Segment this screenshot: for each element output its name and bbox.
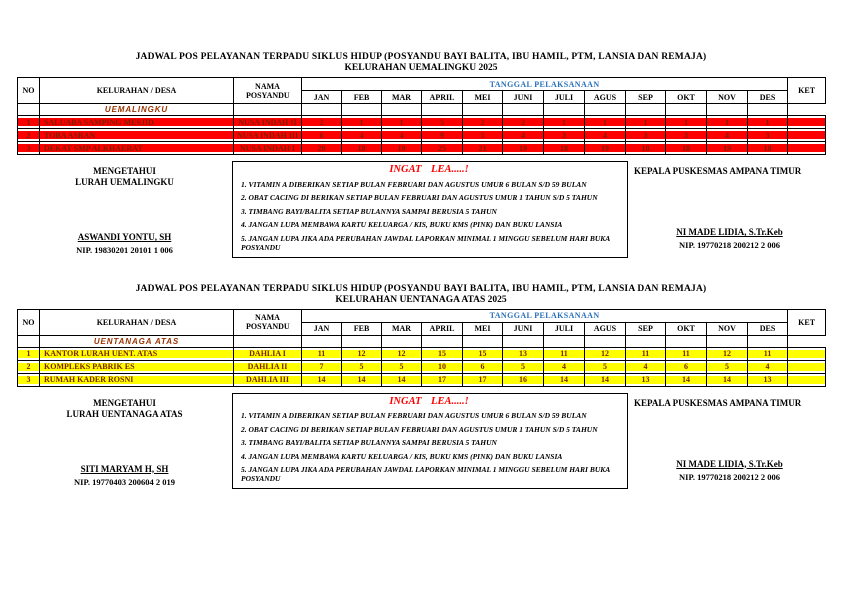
date-cell: 11 xyxy=(666,347,707,360)
col-header-tanggal-pelaksanaan: TANGGAL PELAKSANAAN xyxy=(302,309,788,322)
group-row xyxy=(18,335,826,347)
col-header-tanggal-pelaksanaan: TANGGAL PELAKSANAAN xyxy=(302,78,788,91)
date-cell: 6 xyxy=(302,129,342,142)
mengetahui-label: MENGETAHUI xyxy=(93,397,156,408)
date-cell: 4 xyxy=(382,129,422,142)
month-header: OKT xyxy=(666,322,707,335)
date-cell: 11 xyxy=(748,347,788,360)
official-nip: NIP. 19770403 200604 2 019 xyxy=(74,476,175,487)
date-cell: 3 xyxy=(626,129,666,142)
table-row xyxy=(18,129,826,142)
mengetahui-label: MENGETAHUI xyxy=(93,166,156,176)
month-header: MAR xyxy=(382,322,422,335)
date-cell: 12 xyxy=(707,347,748,360)
date-cell: 18 xyxy=(748,142,788,155)
month-header: JAN xyxy=(302,91,342,104)
row-number-cell: 2 xyxy=(18,129,40,142)
month-header: FEB xyxy=(342,322,382,335)
section-uentanaga-atas xyxy=(0,284,842,490)
date-cell: 3 xyxy=(748,129,788,142)
date-cell: 13 xyxy=(503,347,544,360)
col-header-no: NO xyxy=(18,78,40,104)
reminder-item: 3. TIMBANG BAYI/BALITA SETIAP BULANNYA SAMPAI BERUSIA 5 TAHUN xyxy=(241,206,497,216)
ket-cell xyxy=(788,129,826,142)
date-cell: 4 xyxy=(626,360,666,373)
date-cell: 6 xyxy=(666,360,707,373)
col-header-ket: KET xyxy=(788,309,826,335)
posyandu-cell: NUSA INDAH I xyxy=(234,142,302,155)
date-cell: 4 xyxy=(342,129,382,142)
official-name: ASWANDI YONTU, SH xyxy=(77,232,172,242)
table-row xyxy=(18,360,826,373)
date-cell: 18 xyxy=(626,142,666,155)
date-cell: 11 xyxy=(302,347,342,360)
date-cell: 19 xyxy=(585,142,626,155)
group-row xyxy=(18,104,826,116)
table-row xyxy=(18,116,826,129)
posyandu-cell: DAHLIA I xyxy=(234,347,302,360)
date-cell: 2 xyxy=(463,116,503,129)
month-header: AGUS xyxy=(585,91,626,104)
month-header: APRIL xyxy=(422,91,463,104)
date-cell: 3 xyxy=(544,129,585,142)
date-cell: 12 xyxy=(382,347,422,360)
lurah-label: LURAH UENTANAGA ATAS xyxy=(66,408,183,419)
location-cell: KOMPLEKS PABRIK ES xyxy=(40,360,234,373)
date-cell: 5 xyxy=(342,360,382,373)
reminder-box xyxy=(232,161,628,258)
date-cell: 10 xyxy=(422,360,463,373)
date-cell: 4 xyxy=(707,129,748,142)
month-header: NOV xyxy=(707,322,748,335)
table-row xyxy=(18,347,826,360)
date-cell: 2 xyxy=(302,116,342,129)
reminder-item: 4. JANGAN LUPA MEMBAWA KARTU KELUARGA / KIS, BUKU KMS (PINK) DAN BUKU LANSIA xyxy=(241,220,563,229)
month-header: JAN xyxy=(302,322,342,335)
signature-block xyxy=(17,161,825,258)
date-cell: 1 xyxy=(707,116,748,129)
date-cell: 4 xyxy=(544,360,585,373)
date-cell: 2 xyxy=(503,116,544,129)
section-uemalingku xyxy=(0,52,842,258)
date-cell: 3 xyxy=(666,129,707,142)
date-cell: 13 xyxy=(748,373,788,386)
doc-subtitle: KELURAHAN UEMALINGKU 2025 xyxy=(344,63,498,73)
date-cell: 1 xyxy=(544,116,585,129)
month-header: MAR xyxy=(382,91,422,104)
date-cell: 14 xyxy=(585,373,626,386)
official-nip: NIP. 19770218 200212 2 006 xyxy=(679,471,780,482)
month-header: JULI xyxy=(544,322,585,335)
date-cell: 14 xyxy=(666,373,707,386)
date-cell: 16 xyxy=(503,373,544,386)
reminder-title: INGAT LEA.....! xyxy=(389,164,469,175)
date-cell: 14 xyxy=(382,373,422,386)
date-cell: 14 xyxy=(302,373,342,386)
official-name: SITI MARYAM H, SH xyxy=(80,463,169,474)
location-cell: DEKAT SMP ALKHAERAT xyxy=(40,142,234,155)
month-header: FEB xyxy=(342,91,382,104)
date-cell: 20 xyxy=(302,142,342,155)
date-cell: 5 xyxy=(422,116,463,129)
schedule-table-uemalingku xyxy=(17,77,826,155)
date-cell: 15 xyxy=(463,347,503,360)
row-number-cell: 3 xyxy=(18,142,40,155)
table-row xyxy=(18,142,826,155)
location-cell: KANTOR LURAH UENT. ATAS xyxy=(40,347,234,360)
col-header-kelurahan: KELURAHAN / DESA xyxy=(40,78,234,104)
posyandu-cell: DAHLIA II xyxy=(234,360,302,373)
date-cell: 1 xyxy=(748,116,788,129)
reminder-item: 1. VITAMIN A DIBERIKAN SETIAP BULAN FEBRUARI DAN AGUSTUS UMUR 6 BULAN S/D 59 BULAN xyxy=(241,179,587,189)
sign-left xyxy=(17,393,232,488)
reminder-box xyxy=(232,393,628,490)
reminder-item: 2. OBAT CACING DI BERIKAN SETIAP BULAN FEBRUARI DAN AGUSTUS UMUR 1 TAHUN S/D 5 TAHUN xyxy=(241,424,598,434)
date-cell: 14 xyxy=(342,373,382,386)
date-cell: 19 xyxy=(707,142,748,155)
col-header-kelurahan: KELURAHAN / DESA xyxy=(40,309,234,335)
group-label: UENTANAGA ATAS xyxy=(40,335,234,347)
month-header: SEP xyxy=(626,91,666,104)
doc-subtitle: KELURAHAN UENTANAGA ATAS 2025 xyxy=(335,294,507,305)
month-header: SEP xyxy=(626,322,666,335)
reminder-title: INGAT LEA.....! xyxy=(389,395,469,407)
sign-left xyxy=(17,161,232,256)
row-number-cell: 3 xyxy=(18,373,40,386)
location-cell: SALUABA SAMPING MESJID xyxy=(40,116,234,129)
date-cell: 5 xyxy=(382,360,422,373)
doc-title: JADWAL POS PELAYANAN TERPADU SIKLUS HIDUP (POSYANDU BAYI BALITA, IBU HAMIL, PTM, LANSIA DAN REMAJA) xyxy=(135,52,707,62)
location-cell: RUMAH KADER ROSNI xyxy=(40,373,234,386)
month-header: NOV xyxy=(707,91,748,104)
kepala-puskesmas-label: KEPALA PUSKESMAS AMPANA TIMUR xyxy=(634,166,802,176)
reminder-item: 1. VITAMIN A DIBERIKAN SETIAP BULAN FEBRUARI DAN AGUSTUS UMUR 6 BULAN S/D 59 BULAN xyxy=(241,411,587,420)
row-number-cell: 2 xyxy=(18,360,40,373)
ket-cell xyxy=(788,373,826,386)
date-cell: 17 xyxy=(463,373,503,386)
date-cell: 1 xyxy=(342,116,382,129)
posyandu-cell: NUSA INDAH II xyxy=(234,116,302,129)
month-header: JUNI xyxy=(503,322,544,335)
col-header-nama-posyandu: NAMA POSYANDU xyxy=(234,309,302,335)
ket-cell xyxy=(788,142,826,155)
date-cell: 5 xyxy=(585,360,626,373)
kepala-puskesmas-label: KEPALA PUSKESMAS AMPANA TIMUR xyxy=(634,397,802,408)
signature-block xyxy=(17,393,825,490)
date-cell: 1 xyxy=(382,116,422,129)
month-header: JUNI xyxy=(503,91,544,104)
schedule-table-uentanaga-atas xyxy=(17,309,826,387)
date-cell: 19 xyxy=(382,142,422,155)
location-cell: TOBA ASRAN xyxy=(40,129,234,142)
month-header: JULI xyxy=(544,91,585,104)
sign-right xyxy=(628,393,825,483)
date-cell: 21 xyxy=(463,142,503,155)
col-header-nama-posyandu: NAMA POSYANDU xyxy=(234,78,302,104)
month-header: DES xyxy=(748,322,788,335)
date-cell: 1 xyxy=(585,116,626,129)
month-header: MEI xyxy=(463,91,503,104)
date-cell: 9 xyxy=(422,129,463,142)
row-number-cell: 1 xyxy=(18,116,40,129)
ket-cell xyxy=(788,347,826,360)
date-cell: 18 xyxy=(342,142,382,155)
date-cell: 4 xyxy=(503,129,544,142)
date-cell: 1 xyxy=(666,116,707,129)
official-name: NI MADE LIDIA, S.Tr.Keb xyxy=(676,458,783,469)
month-header: DES xyxy=(748,91,788,104)
date-cell: 13 xyxy=(626,373,666,386)
lurah-label: LURAH UEMALINGKU xyxy=(75,177,174,187)
date-cell: 11 xyxy=(626,347,666,360)
date-cell: 17 xyxy=(422,373,463,386)
doc-title: JADWAL POS PELAYANAN TERPADU SIKLUS HIDUP (POSYANDU BAYI BALITA, IBU HAMIL, PTM, LANSIA DAN REMAJA) xyxy=(135,283,707,294)
table-row xyxy=(18,373,826,386)
month-header: MEI xyxy=(463,322,503,335)
official-nip: NIP. 19770218 200212 2 006 xyxy=(679,240,780,250)
date-cell: 12 xyxy=(342,347,382,360)
table-header-row-1 xyxy=(18,309,826,322)
date-cell: 19 xyxy=(503,142,544,155)
date-cell: 5 xyxy=(707,360,748,373)
date-cell: 14 xyxy=(707,373,748,386)
table-header-row-1 xyxy=(18,78,826,91)
official-nip: NIP. 19830201 20101 1 006 xyxy=(76,245,173,255)
sign-right xyxy=(628,161,825,251)
month-header: APRIL xyxy=(422,322,463,335)
month-header: OKT xyxy=(666,91,707,104)
row-number-cell: 1 xyxy=(18,347,40,360)
group-label: UEMALINGKU xyxy=(40,104,234,116)
date-cell: 18 xyxy=(544,142,585,155)
date-cell: 18 xyxy=(666,142,707,155)
posyandu-cell: NUSA INDAH III xyxy=(234,129,302,142)
col-header-no: NO xyxy=(18,309,40,335)
date-cell: 4 xyxy=(748,360,788,373)
date-cell: 12 xyxy=(585,347,626,360)
ket-cell xyxy=(788,360,826,373)
reminder-item: 3. TIMBANG BAYI/BALITA SETIAP BULANNYA SAMPAI BERUSIA 5 TAHUN xyxy=(241,438,497,447)
ket-cell xyxy=(788,116,826,129)
date-cell: 14 xyxy=(544,373,585,386)
month-header: AGUS xyxy=(585,322,626,335)
official-name: NI MADE LIDIA, S.Tr.Keb xyxy=(676,227,783,237)
reminder-item: 5. JANGAN LUPA JIKA ADA PERUBAHAN JAWDAL LAPORKAN MINIMAL 1 MINGGU SEBELUM HARI BUKA POSYANDU xyxy=(241,233,610,252)
col-header-ket: KET xyxy=(788,78,826,104)
date-cell: 11 xyxy=(544,347,585,360)
date-cell: 6 xyxy=(463,360,503,373)
date-cell: 5 xyxy=(503,360,544,373)
date-cell: 5 xyxy=(463,129,503,142)
date-cell: 25 xyxy=(422,142,463,155)
date-cell: 7 xyxy=(302,360,342,373)
date-cell: 1 xyxy=(626,116,666,129)
posyandu-cell: DAHLIA III xyxy=(234,373,302,386)
reminder-item: 2. OBAT CACING DI BERIKAN SETIAP BULAN FEBRUARI DAN AGUSTUS UMUR 1 TAHUN S/D 5 TAHUN xyxy=(241,193,598,202)
reminder-item: 4. JANGAN LUPA MEMBAWA KARTU KELUARGA / KIS, BUKU KMS (PINK) DAN BUKU LANSIA xyxy=(241,451,563,461)
date-cell: 4 xyxy=(585,129,626,142)
reminder-item: 5. JANGAN LUPA JIKA ADA PERUBAHAN JAWDAL LAPORKAN MINIMAL 1 MINGGU SEBELUM HARI BUKA POSYANDU xyxy=(241,465,610,483)
date-cell: 15 xyxy=(422,347,463,360)
